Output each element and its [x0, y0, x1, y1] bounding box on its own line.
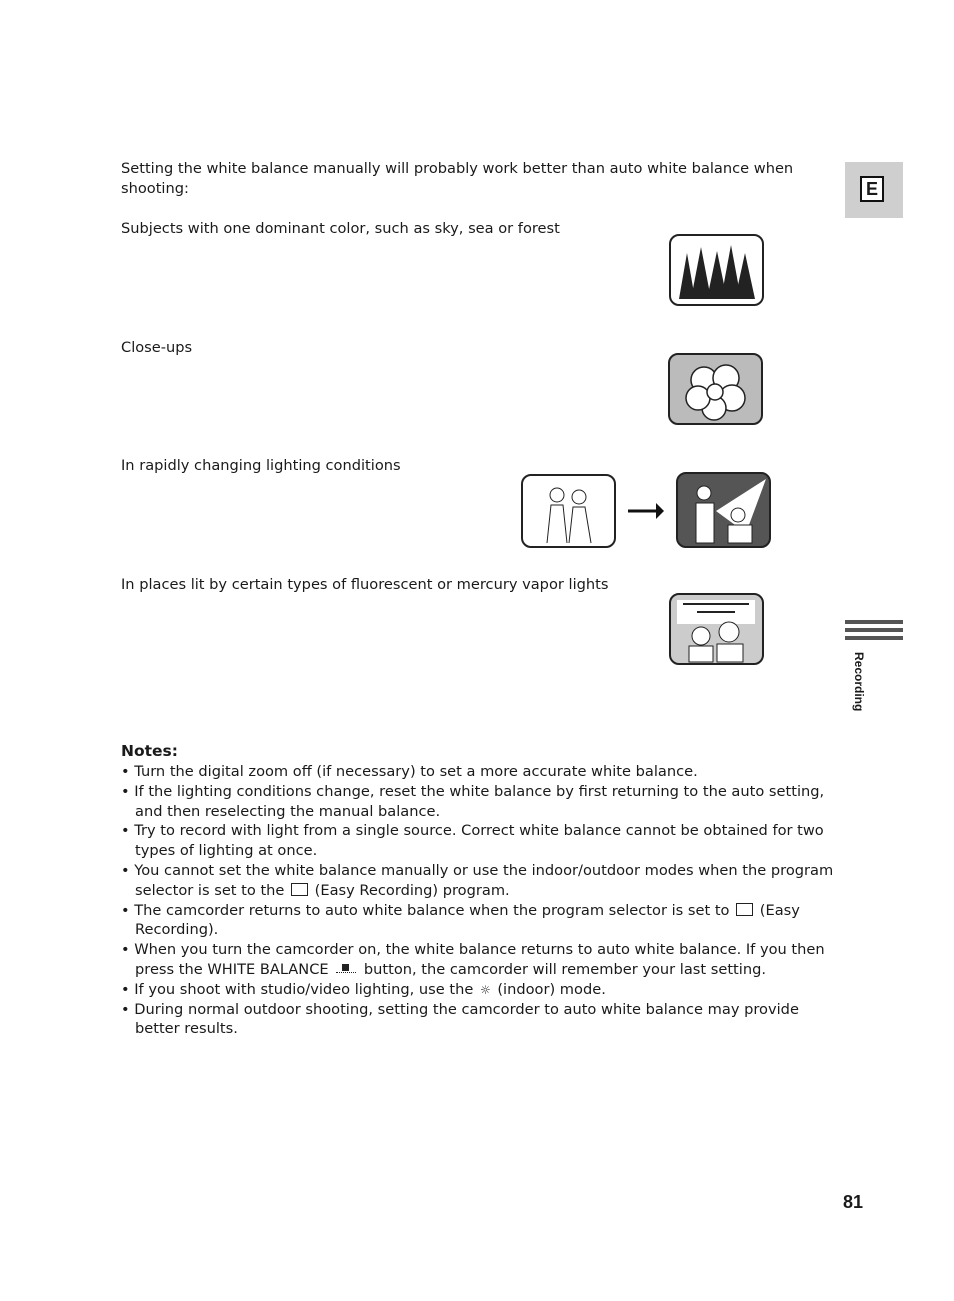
note-line: [135, 960, 766, 980]
intro-line-1: Setting the white balance manually will probably work better than auto white balance when: [121, 160, 794, 177]
note-text: button, the camcorder will remember your last setting.: [359, 961, 766, 978]
fluorescent-lit-people-icon: [669, 592, 765, 666]
section-label: Recording: [852, 652, 866, 712]
note-text: (Easy Recording) program.: [310, 881, 510, 899]
note-line: [121, 762, 698, 782]
note-text: types of lighting at once.: [135, 842, 318, 860]
arrow-right-icon: [626, 500, 666, 522]
note-text: (Easy: [755, 901, 800, 919]
note-text: • Turn the digital zoom off (if necessary) to set a more accurate white balance.: [121, 763, 698, 780]
note-line: [121, 901, 800, 921]
note-line: [121, 782, 824, 802]
note-line: [135, 841, 317, 861]
note-line: [121, 861, 833, 881]
note-text: (indoor) mode.: [492, 980, 606, 998]
note-text: • Try to record with light from a single source. Correct white balance cannot be obtained for two: [121, 822, 824, 840]
easy-recording-icon: [291, 883, 308, 896]
case-label-fluorescent: In places lit by certain types of fluorescent or mercury vapor lights: [121, 576, 609, 593]
note-line: [121, 940, 825, 960]
note-line: [135, 920, 218, 940]
language-letter: E: [860, 176, 884, 202]
note-text: Recording).: [135, 921, 219, 939]
note-text: better results.: [135, 1020, 238, 1038]
easy-recording-icon: [736, 903, 753, 916]
case-label-closeups: Close-ups: [121, 339, 193, 356]
note-text: press the WHITE BALANCE: [135, 961, 334, 978]
case-label-sky: Subjects with one dominant color, such as sky, sea or forest: [121, 220, 560, 237]
flower-closeup-icon: [668, 352, 764, 426]
note-line: [121, 821, 824, 841]
wedding-before-icon: [521, 473, 617, 549]
note-text: • The camcorder returns to auto white balance when the program selector is set to: [121, 901, 735, 919]
note-line: [121, 1000, 799, 1020]
white-balance-icon: [336, 964, 356, 975]
note-text: and then reselecting the manual balance.: [135, 802, 441, 820]
note-line: [121, 980, 606, 1000]
note-text: • During normal outdoor shooting, setting the camcorder to auto white balance may provide: [121, 1000, 799, 1018]
note-text: • When you turn the camcorder on, the white balance returns to auto white balance. If you then: [121, 941, 825, 959]
note-text: • If you shoot with studio/video lighting, use the: [121, 980, 478, 998]
intro-line-2: shooting:: [121, 180, 189, 197]
note-text: • If the lighting conditions change, reset the white balance by first returning to the auto setting,: [121, 782, 825, 800]
note-text: • You cannot set the white balance manually or use the indoor/outdoor modes when the program: [121, 862, 834, 879]
note-line: [135, 881, 510, 901]
page-number: 81: [843, 1192, 864, 1212]
note-line: [135, 802, 440, 822]
notes-heading: Notes:: [121, 742, 178, 760]
case-label-lighting: In rapidly changing lighting conditions: [121, 457, 401, 474]
forest-icon: [669, 233, 765, 307]
note-line: [135, 1019, 238, 1039]
indoor-sun-icon: ☼: [479, 982, 491, 997]
language-tab: [845, 162, 903, 218]
wedding-lighting-change-icon: [676, 471, 772, 549]
section-bars: [845, 620, 903, 644]
note-text: selector is set to the: [135, 881, 290, 899]
